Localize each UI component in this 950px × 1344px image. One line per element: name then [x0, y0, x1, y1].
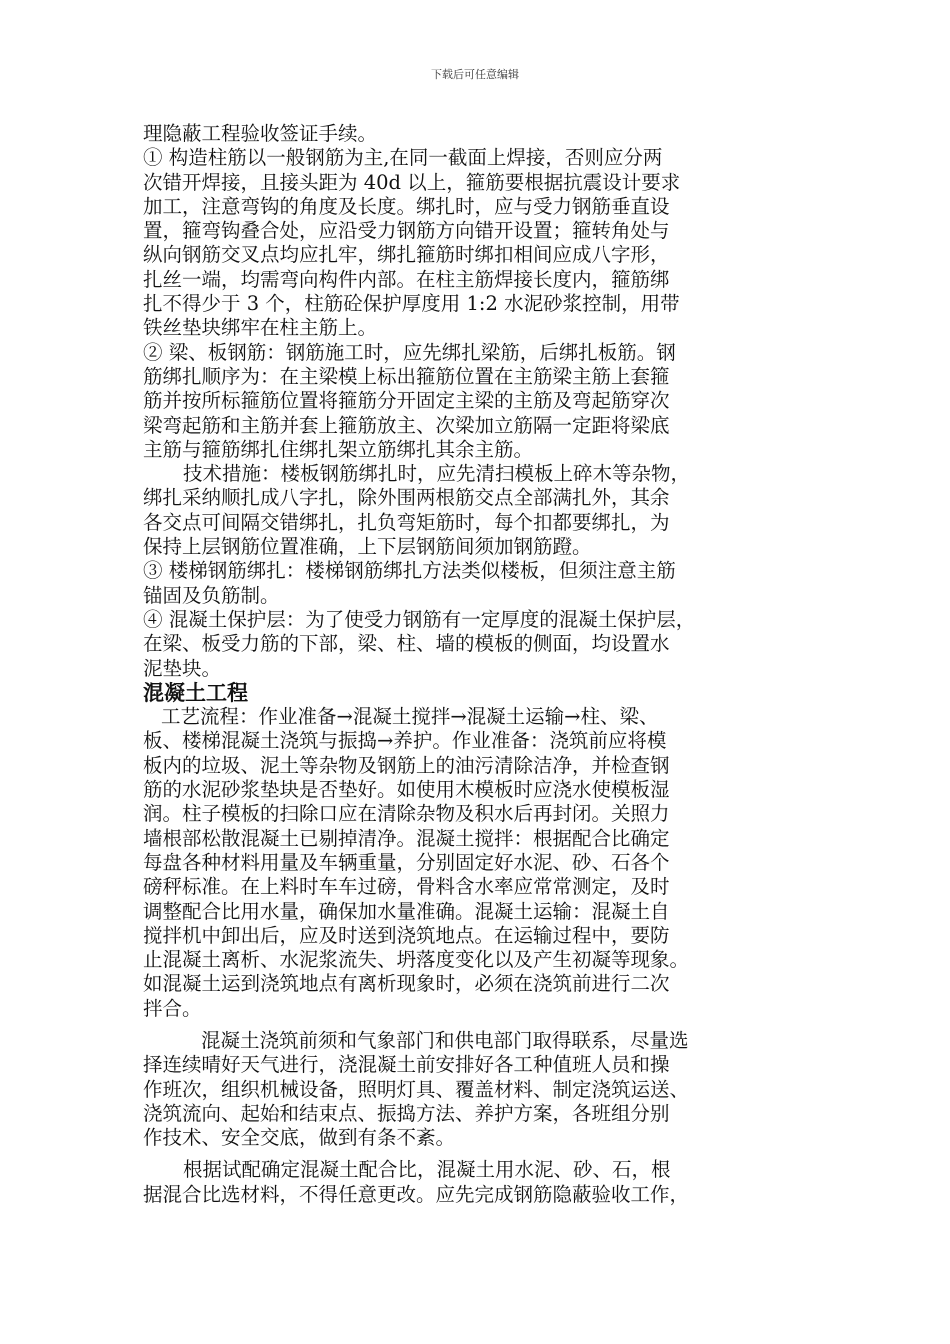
text-line: 拌合。	[143, 996, 202, 1020]
text-line: 板内的垃圾、泥土等杂物及钢筋上的油污清除洁净，并检查钢	[143, 753, 670, 777]
text-line: ③ 楼梯钢筋绑扎：楼梯钢筋绑扎方法类似楼板，但须注意主筋	[143, 559, 676, 583]
text-line: 梁弯起筋和主筋并套上箍筋放主、次梁加立筋隔一定距将梁底	[143, 413, 670, 437]
text-line: 技术措施：楼板钢筋绑扎时，应先清扫模板上碎木等杂物，	[183, 462, 691, 486]
text-line: 作技术、安全交底，做到有条不紊。	[143, 1126, 456, 1150]
text-line: 搅拌机中卸出后，应及时送到浇筑地点。在运输过程中，要防	[143, 923, 670, 947]
text-line: 磅秤标准。在上料时车车过磅，骨料含水率应常常测定，及时	[143, 875, 670, 899]
text-line: 在梁、板受力筋的下部，梁、柱、墙的模板的侧面，均设置水	[143, 632, 670, 656]
text-line: 理隐蔽工程验收签证手续。	[143, 122, 378, 145]
text-line: 板、楼梯混凝土浇筑与振捣→养护。作业准备：浇筑前应将模	[143, 729, 667, 753]
text-line: 筋并按所标箍筋位置将箍筋分开固定主梁的主筋及弯起筋穿次	[143, 389, 670, 413]
text-line: 据混合比选材料，不得任意更改。应先完成钢筋隐蔽验收工作，	[143, 1182, 690, 1206]
text-line: 择连续晴好天气进行，浇混凝土前安排好各工种值班人员和操	[143, 1053, 670, 1077]
text-line: 根据试配确定混凝土配合比，混凝土用水泥、砂、石，根	[183, 1158, 671, 1182]
text-line: 润。柱子模板的扫除口应在清除杂物及积水后再封闭。关照力	[143, 802, 670, 826]
text-line: 加工，注意弯钩的角度及长度。绑扎时，应与受力钢筋垂直设	[143, 194, 670, 218]
text-line: ① 构造柱筋以一般钢筋为主,在同一截面上焊接，否则应分两	[143, 146, 663, 170]
text-line: 扎丝一端，均需弯向构件内部。在柱主筋焊接长度内，箍筋绑	[143, 267, 670, 291]
text-line: 作班次，组织机械设备，照明灯具、覆盖材料、制定浇筑运送、	[143, 1077, 690, 1101]
text-line: 如混凝土运到浇筑地点有离析现象时，必须在浇筑前进行二次	[143, 972, 670, 996]
text-line: 各交点可间隔交错绑扎，扎负弯矩筋时，每个扣都要绑扎，为	[143, 510, 670, 534]
text-line: 铁丝垫块绑牢在柱主筋上。	[143, 316, 378, 340]
text-line: ② 梁、板钢筋：钢筋施工时，应先绑扎梁筋，后绑扎板筋。钢	[143, 340, 676, 364]
text-line: 泥垫块。	[143, 656, 222, 680]
text-line: ④ 混凝土保护层：为了使受力钢筋有一定厚度的混凝土保护层，	[143, 607, 696, 631]
text-line: 调整配合比用水量，确保加水量准确。混凝土运输：混凝土自	[143, 899, 670, 923]
paragraph-gap	[143, 1150, 833, 1158]
text-line: 置，箍弯钩叠合处，应沿受力钢筋方向错开设置；箍转角处与	[143, 219, 670, 243]
text-line: 扎不得少于 3 个，柱筋砼保护厚度用 1:2 水泥砂浆控制，用带	[143, 292, 680, 316]
section-heading: 混凝土工程	[143, 680, 248, 705]
text-line: 筋绑扎顺序为：在主梁模上标出箍筋位置在主筋梁主筋上套箍	[143, 364, 670, 388]
text-line: 主筋与箍筋绑扎住绑扎架立筋绑扎其余主筋。	[143, 437, 534, 461]
text-line: 筋的水泥砂浆垫块是否垫好。如使用木模板时应浇水使模板湿	[143, 778, 670, 802]
text-line: 墙根部松散混凝土已剔掉清净。混凝土搅拌：根据配合比确定	[143, 826, 670, 850]
text-line: 浇筑流向、起始和结束点、振捣方法、养护方案，各班组分别	[143, 1101, 670, 1125]
text-line: 次错开焊接，且接头距为 40d 以上，箍筋要根据抗震设计要求	[143, 170, 681, 194]
text-line: 纵向钢筋交叉点均应扎牢，绑扎箍筋时绑扣相间应成八字形，	[143, 243, 670, 267]
text-line: 保持上层钢筋位置准确，上下层钢筋间须加钢筋蹬。	[143, 535, 592, 559]
text-line: 混凝土浇筑前须和气象部门和供电部门取得联系，尽量选	[201, 1028, 689, 1052]
text-line: 工艺流程：作业准备→混凝土搅拌→混凝土运输→柱、梁、	[161, 705, 659, 729]
paragraph-gap	[143, 1021, 833, 1029]
page-header: 下载后可任意编辑	[431, 68, 519, 81]
document-body	[143, 122, 833, 1207]
text-line: 绑扎采纳顺扎成八字扎，除外围两根筋交点全部满扎外，其余	[143, 486, 670, 510]
text-line: 每盘各种材料用量及车辆重量，分别固定好水泥、砂、石各个	[143, 850, 670, 874]
text-line: 止混凝土离析、水泥浆流失、坍落度变化以及产生初凝等现象。	[143, 948, 690, 972]
text-line: 锚固及负筋制。	[143, 583, 280, 607]
